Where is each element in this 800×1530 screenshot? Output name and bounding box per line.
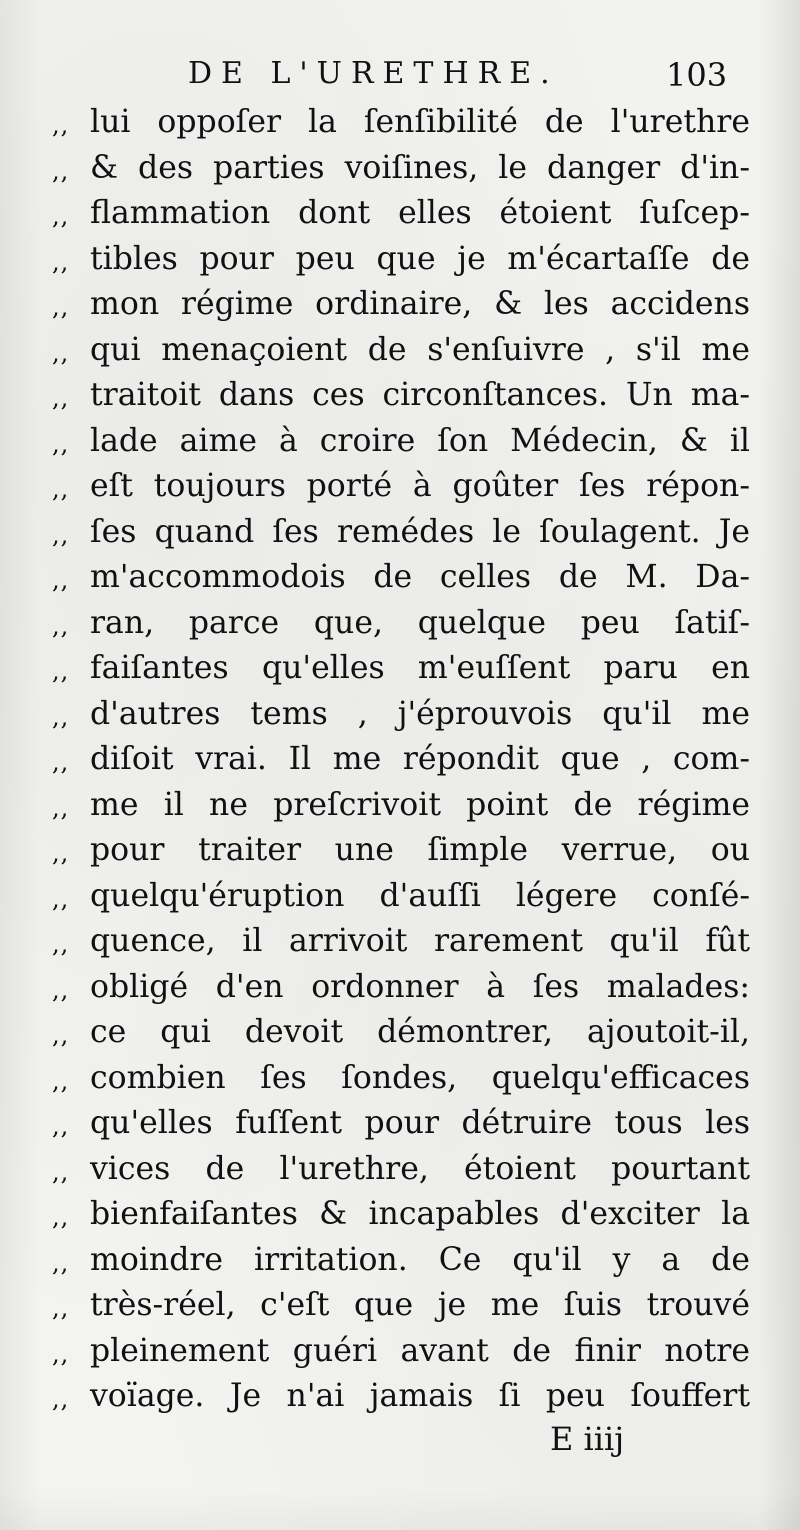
page-header (0, 52, 800, 102)
quotation-mark: ,, (52, 566, 70, 594)
quotation-mark: ,, (52, 657, 70, 685)
line-text: quelqu'éruption d'auſſi légere conſé- (90, 877, 750, 914)
text-line (52, 737, 752, 783)
line-text: vices de l'urethre, étoient pourtant (90, 1150, 750, 1187)
text-line (52, 601, 752, 647)
line-text: combien ſes ſondes, quelqu'efficaces (90, 1059, 750, 1096)
quotation-mark: ,, (52, 884, 70, 913)
text-line (52, 828, 752, 874)
quotation-mark: ,, (52, 338, 70, 367)
body-text (52, 100, 752, 1420)
text-line (52, 510, 752, 556)
line-text: qui menaçoient de s'enſuivre , s'il me (90, 331, 750, 368)
line-text: ce qui devoit démontrer, ajoutoit-il, (90, 1014, 750, 1050)
line-text: d'autres tems , j'éprouvois qu'il me (90, 695, 750, 732)
quotation-mark: ,, (52, 202, 70, 230)
line-text: faiſantes qu'elles m'euſſent paru en (90, 650, 750, 686)
quotation-mark: ,, (52, 702, 70, 731)
page-number: 103 (666, 56, 728, 94)
quotation-mark: ,, (52, 748, 70, 776)
line-text: lui oppoſer la ſenſibilité de l'urethre (90, 104, 750, 140)
text-line (52, 1147, 752, 1193)
line-text: traitoit dans ces circonſtances. Un ma- (90, 377, 750, 413)
line-text: très-réel, c'eſt que je me ſuis trouvé (90, 1287, 750, 1323)
text-line (52, 100, 752, 146)
text-line (52, 191, 752, 237)
quotation-mark: ,, (52, 475, 70, 503)
line-text: eſt toujours porté à goûter ſes répon- (90, 468, 750, 504)
line-text: mon régime ordinaire, & les accidens (90, 286, 750, 322)
text-line (52, 373, 752, 419)
quotation-mark: ,, (52, 429, 70, 458)
quotation-mark: ,, (52, 111, 70, 139)
text-line (52, 874, 752, 920)
text-line (52, 555, 752, 601)
line-text: bienfaiſantes & incapables d'exciter la (90, 1196, 750, 1232)
quotation-mark: ,, (52, 1385, 70, 1413)
quotation-mark: ,, (52, 1066, 70, 1095)
line-text: & des parties voiſines, le danger d'in- (90, 149, 750, 186)
quotation-mark: ,, (52, 611, 70, 640)
line-text: qu'elles fuſſent pour détruire tous les (90, 1105, 750, 1141)
text-line (52, 1101, 752, 1147)
quotation-mark: ,, (52, 975, 70, 1004)
line-text: lade aime à croire ſon Médecin, & il (90, 422, 750, 459)
line-text: ran, parce que, quelque peu ſatiſ- (90, 604, 750, 641)
quotation-mark: ,, (52, 1157, 70, 1186)
line-text: m'accommodois de celles de M. Da- (90, 559, 750, 595)
text-line (52, 919, 752, 965)
line-text: tibles pour peu que je m'écartaſſe de (90, 240, 750, 277)
text-line (52, 646, 752, 692)
text-line (52, 419, 752, 465)
quotation-mark: ,, (52, 293, 70, 321)
text-line (52, 783, 752, 829)
text-line (52, 1374, 752, 1420)
quotation-mark: ,, (52, 156, 70, 185)
quotation-mark: ,, (52, 1248, 70, 1277)
quotation-mark: ,, (52, 247, 70, 276)
line-text: me il ne preſcrivoit point de régime (90, 786, 750, 823)
text-line (52, 1010, 752, 1056)
quotation-mark: ,, (52, 1294, 70, 1322)
quotation-mark: ,, (52, 930, 70, 958)
line-text: moindre irritation. Ce qu'il y a de (90, 1241, 750, 1278)
text-line (52, 692, 752, 738)
quotation-mark: ,, (52, 839, 70, 867)
text-line (52, 328, 752, 374)
quotation-mark: ,, (52, 793, 70, 822)
text-line (52, 1283, 752, 1329)
signature-mark: E iiij (550, 1420, 625, 1458)
text-line (52, 464, 752, 510)
line-text: pleinement guéri avant de finir notre (90, 1332, 750, 1369)
line-text: flammation dont elles étoient ſuſcep- (90, 195, 750, 231)
text-line (52, 1329, 752, 1375)
line-text: obligé d'en ordonner à ſes malades: (90, 968, 750, 1005)
text-line (52, 1238, 752, 1284)
quotation-mark: ,, (52, 384, 70, 412)
text-line (52, 1056, 752, 1102)
text-line (52, 237, 752, 283)
running-title: DE L'URETHRE. (188, 56, 559, 91)
line-text: voïage. Je n'ai jamais ſi peu ſouffert (90, 1378, 750, 1414)
quotation-mark: ,, (52, 1021, 70, 1049)
line-text: ſes quand ſes remédes le ſoulagent. Je (90, 513, 750, 550)
line-text: pour traiter une ſimple verrue, ou (90, 832, 750, 868)
quotation-mark: ,, (52, 1339, 70, 1368)
line-text: diſoit vrai. Il me répondit que , com- (90, 741, 750, 777)
text-line (52, 282, 752, 328)
line-text: quence, il arrivoit rarement qu'il fût (90, 923, 750, 959)
page-edge-shadow (0, 1490, 800, 1530)
text-line (52, 146, 752, 192)
quotation-mark: ,, (52, 520, 70, 549)
text-line (52, 1192, 752, 1238)
quotation-mark: ,, (52, 1203, 70, 1231)
quotation-mark: ,, (52, 1112, 70, 1140)
text-line (52, 965, 752, 1011)
